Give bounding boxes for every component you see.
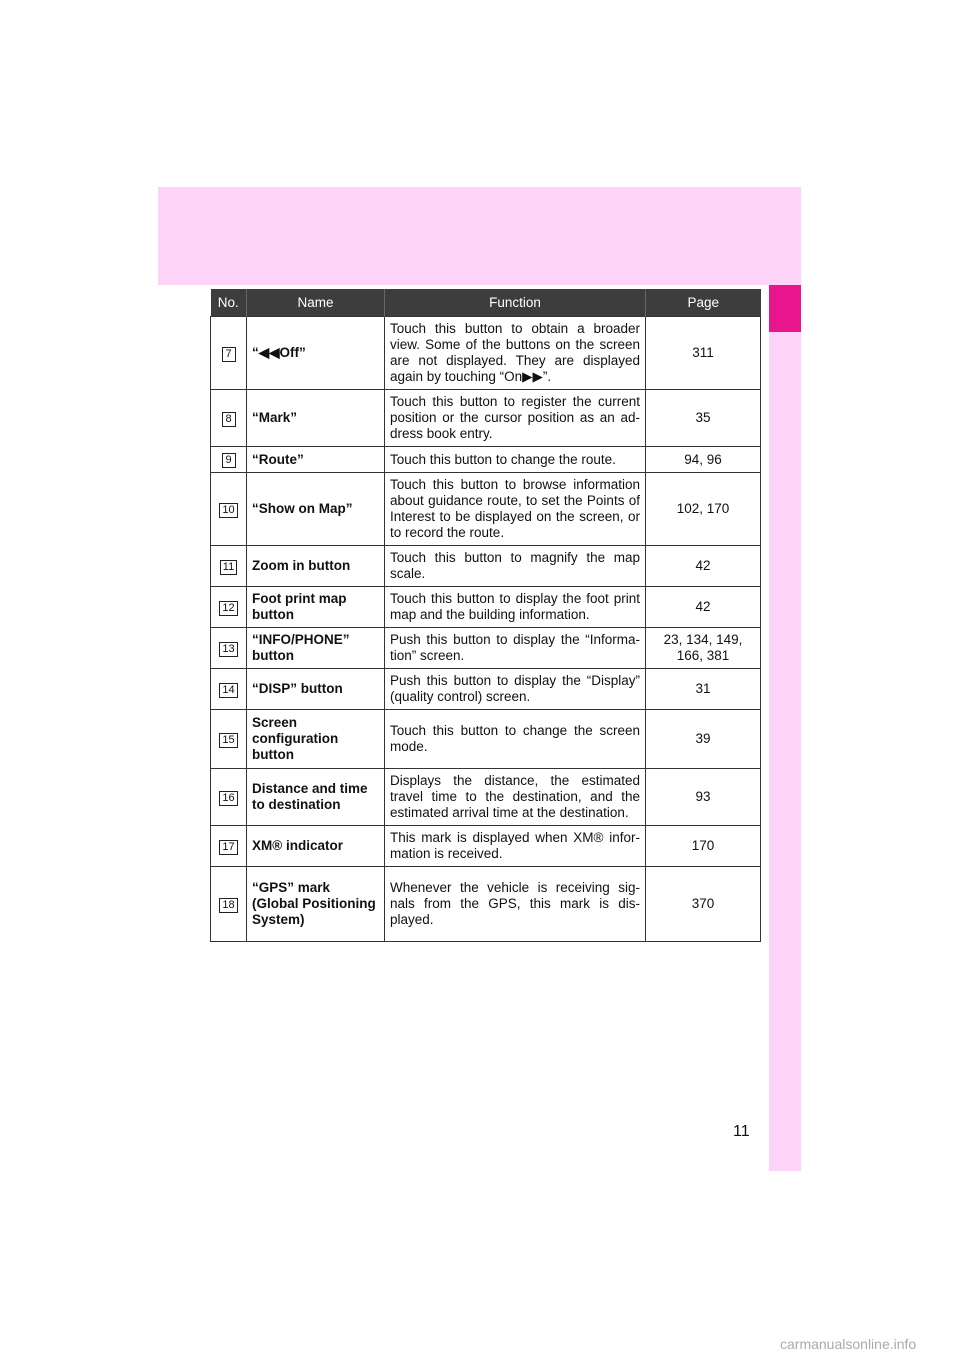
row-page: 170	[646, 826, 761, 867]
row-number: 14	[219, 683, 237, 698]
row-page: 35	[646, 390, 761, 447]
row-function: Displays the distance, the estimated travel time to the destination, and the estimated arrival time at the destination.	[385, 769, 646, 826]
row-number: 13	[219, 642, 237, 657]
table-row	[211, 867, 761, 942]
row-number: 10	[219, 503, 237, 518]
row-name: “DISP” button	[247, 669, 385, 710]
header-band	[158, 187, 801, 285]
row-number: 8	[222, 412, 236, 427]
table-row	[211, 587, 761, 628]
side-band	[769, 285, 801, 1171]
row-page: 23, 134, 149, 166, 381	[646, 628, 761, 669]
row-page: 42	[646, 546, 761, 587]
row-page: 102, 170	[646, 473, 761, 546]
row-page: 31	[646, 669, 761, 710]
header-row	[211, 289, 761, 317]
row-number: 18	[219, 898, 237, 913]
row-function: Touch this button to browse information about guidance route, to set the Points of Interest to be displayed on the screen, or to record the route.	[385, 473, 646, 546]
row-name: Screen configuration button	[247, 710, 385, 769]
table-row	[211, 710, 761, 769]
header-name: Name	[247, 289, 385, 317]
row-name: XM® indicator	[247, 826, 385, 867]
row-name: “Route”	[247, 447, 385, 473]
row-number: 11	[220, 560, 237, 575]
table-row	[211, 317, 761, 390]
row-name: Distance and time to destination	[247, 769, 385, 826]
row-name: Foot print map button	[247, 587, 385, 628]
table-row	[211, 447, 761, 473]
row-function: Touch this button to obtain a broader view. Some of the buttons on the screen are not displayed. They are displayed again by touching “On▶▶”.	[385, 317, 646, 390]
table-row	[211, 769, 761, 826]
table-row	[211, 546, 761, 587]
row-function: Push this button to display the “Display” (quality control) screen.	[385, 669, 646, 710]
spec-table	[210, 289, 761, 942]
row-function: Touch this button to change the screen mode.	[385, 710, 646, 769]
table-row	[211, 390, 761, 447]
row-function: This mark is displayed when XM® infor-mation is received.	[385, 826, 646, 867]
table-row	[211, 473, 761, 546]
row-name: “GPS” mark (Global Positioning System)	[247, 867, 385, 942]
header-no: No.	[211, 289, 247, 317]
row-page: 311	[646, 317, 761, 390]
row-function: Touch this button to register the current position or the cursor position as an ad-dress book entry.	[385, 390, 646, 447]
row-number: 15	[219, 733, 237, 748]
row-name: “INFO/PHONE” button	[247, 628, 385, 669]
row-page: 42	[646, 587, 761, 628]
table-row	[211, 826, 761, 867]
row-page: 93	[646, 769, 761, 826]
row-function: Push this button to display the “Informa-tion” screen.	[385, 628, 646, 669]
row-number: 16	[219, 791, 237, 806]
row-page: 370	[646, 867, 761, 942]
table-row	[211, 628, 761, 669]
row-name: “◀◀Off”	[247, 317, 385, 390]
row-number: 17	[219, 840, 237, 855]
row-number: 7	[222, 347, 236, 362]
row-function: Touch this button to change the route.	[385, 447, 646, 473]
row-number: 12	[219, 601, 237, 616]
page-number: 11	[733, 1123, 750, 1140]
watermark-text: carmanualsonline.info	[780, 1336, 917, 1352]
row-page: 94, 96	[646, 447, 761, 473]
table-row	[211, 669, 761, 710]
section-tab[interactable]	[769, 285, 801, 332]
row-function: Touch this button to display the foot print map and the building information.	[385, 587, 646, 628]
header-page: Page	[646, 289, 761, 317]
row-function: Whenever the vehicle is receiving sig-nals from the GPS, this mark is dis-played.	[385, 867, 646, 942]
row-name: “Mark”	[247, 390, 385, 447]
row-name: Zoom in button	[247, 546, 385, 587]
header-function: Function	[385, 289, 646, 317]
row-page: 39	[646, 710, 761, 769]
row-number: 9	[222, 453, 236, 468]
row-name: “Show on Map”	[247, 473, 385, 546]
row-function: Touch this button to magnify the map scale.	[385, 546, 646, 587]
